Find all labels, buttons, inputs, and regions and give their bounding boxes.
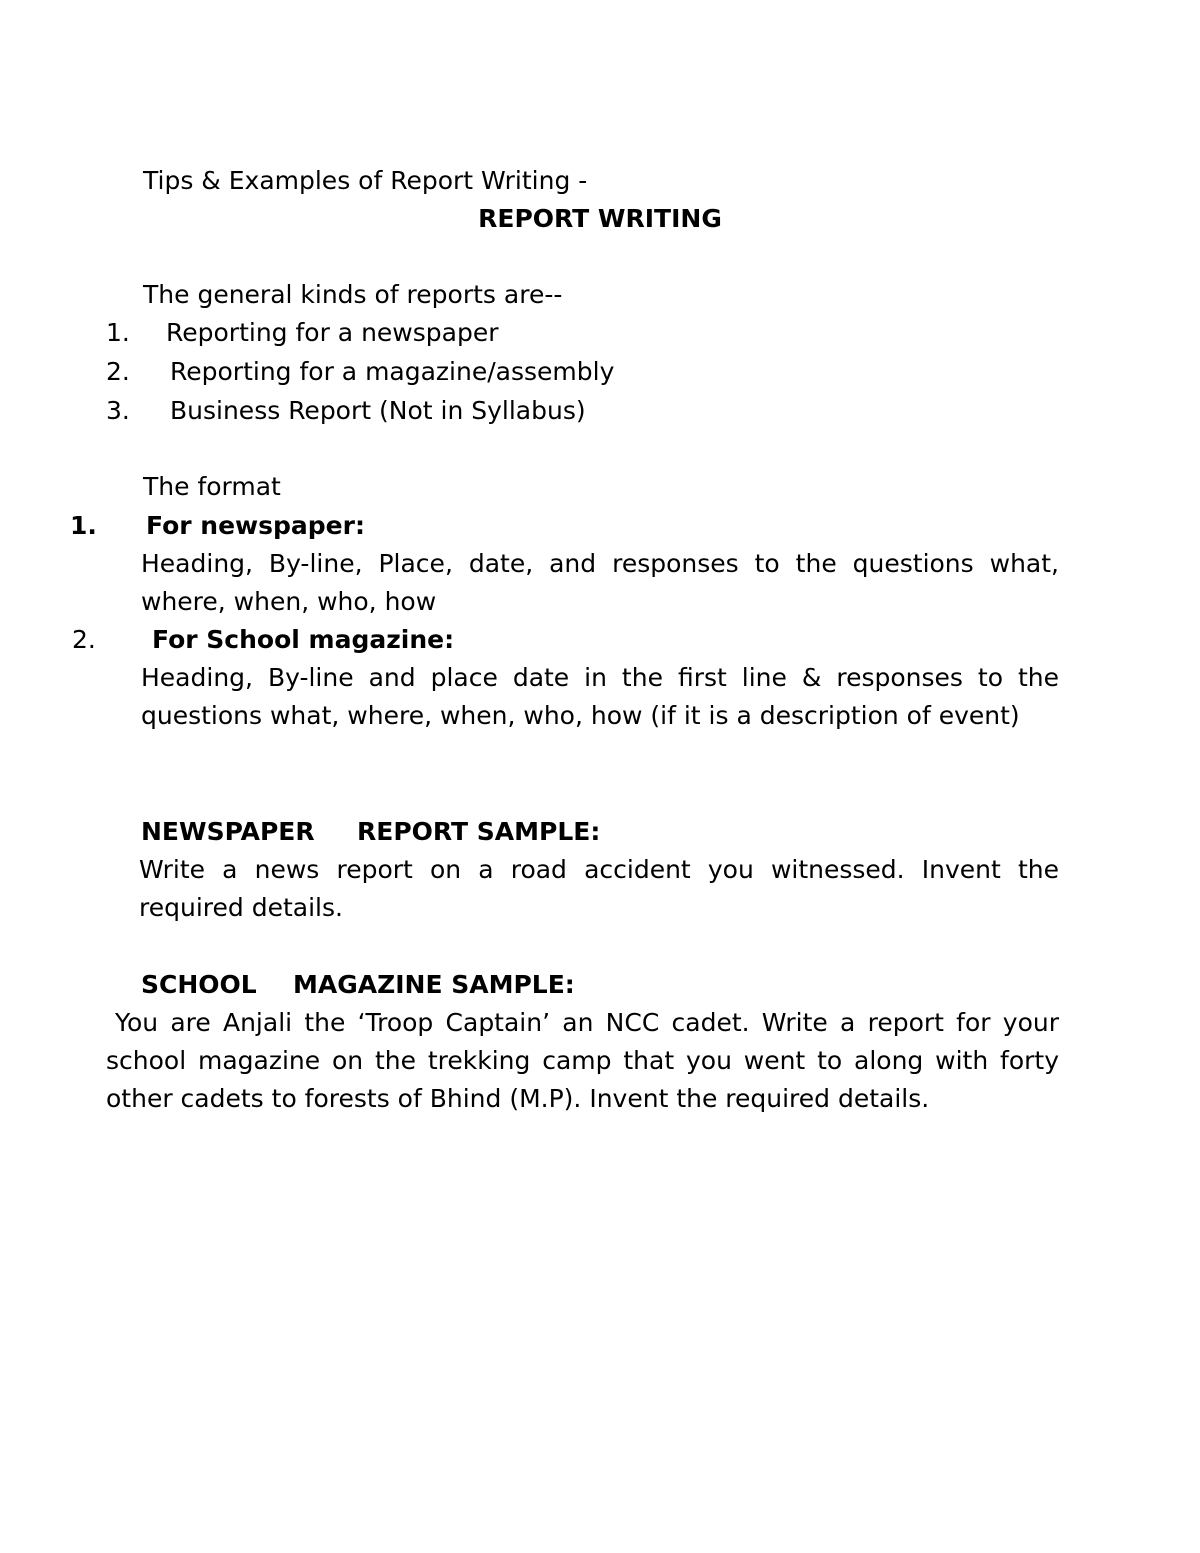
list-item: Reporting for a newspaper <box>166 318 499 347</box>
format-heading: The format <box>143 472 281 501</box>
format-item-description: Heading, By-line and place date in the first line & responses to the questions what, where, when, who, how (if it is a description of event) <box>141 663 1059 730</box>
kinds-intro: The general kinds of reports are-- <box>143 280 563 309</box>
list-item: Business Report (Not in Syllabus) <box>170 396 586 425</box>
newspaper-sample-heading-part2: REPORT SAMPLE: <box>357 817 601 846</box>
document-title: REPORT WRITING <box>478 204 722 233</box>
newspaper-sample-prompt: Write a news report on a road accident you witnessed. Invent the required details. <box>139 855 1059 922</box>
magazine-sample-heading-part1: SCHOOL <box>141 970 257 999</box>
format-item-number: 2. <box>72 625 96 654</box>
list-item: Reporting for a magazine/assembly <box>170 357 615 386</box>
list-item-number: 1. <box>106 318 130 347</box>
format-item-description: Heading, By-line, Place, date, and responses to the questions what, where, when, who, how <box>141 549 1059 616</box>
magazine-sample-heading-part2: MAGAZINE SAMPLE: <box>293 970 575 999</box>
format-item-label: For newspaper: <box>146 511 365 540</box>
list-item-number: 2. <box>106 357 130 386</box>
document-subtitle: Tips & Examples of Report Writing - <box>143 166 588 195</box>
list-item-number: 3. <box>106 396 130 425</box>
magazine-sample-prompt: You are Anjali the ‘Troop Captain’ an NCC cadet. Write a report for your school magazine on the trekking camp that you went to along with forty other cadets to forests of Bhind (M.P). Invent the required details. <box>106 1008 1059 1113</box>
format-item-label: For School magazine: <box>152 625 455 654</box>
format-item-number: 1. <box>70 511 97 540</box>
newspaper-sample-heading-part1: NEWSPAPER <box>141 817 315 846</box>
